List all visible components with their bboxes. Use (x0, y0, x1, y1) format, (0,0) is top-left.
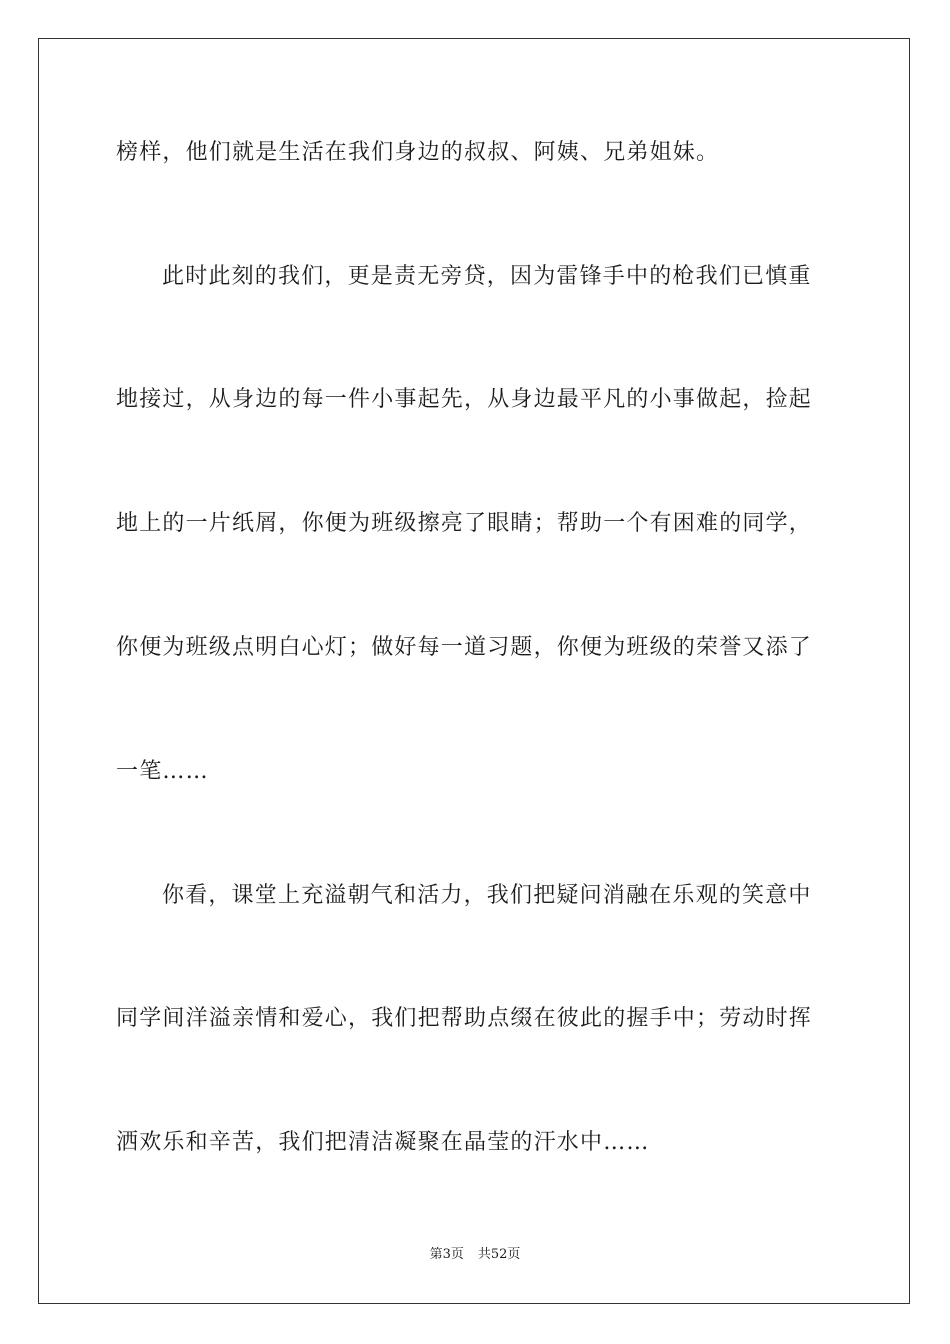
text-line-4: 地上的一片纸屑，你便为班级擦亮了眼睛；帮助一个有困难的同学， (116, 511, 813, 536)
text-line-1: 榜样，他们就是生活在我们身边的叔叔、阿姨、兄弟姐妹。 (116, 140, 720, 165)
text-line-9: 洒欢乐和辛苦，我们把清洁凝聚在晶莹的汗水中…… (116, 1130, 650, 1155)
page-border (38, 38, 910, 1304)
text-line-8: 同学间洋溢亲情和爱心，我们把帮助点缀在彼此的握手中；劳动时挥 (116, 1006, 813, 1031)
text-line-3: 地接过，从身边的每一件小事起先，从身边最平凡的小事做起，捡起 (116, 387, 813, 412)
text-line-6: 一笔…… (116, 759, 209, 784)
page-total: 共52页 (477, 1247, 521, 1262)
page-number: 第3页 (429, 1247, 464, 1262)
page-footer (0, 1246, 950, 1264)
text-line-7: 你看，课堂上充溢朝气和活力，我们把疑问消融在乐观的笑意中 (162, 883, 812, 908)
text-line-5: 你便为班级点明白心灯；做好每一道习题，你便为班级的荣誉又添了 (116, 635, 813, 660)
text-line-2: 此时此刻的我们，更是责无旁贷，因为雷锋手中的枪我们已慎重 (162, 264, 812, 289)
